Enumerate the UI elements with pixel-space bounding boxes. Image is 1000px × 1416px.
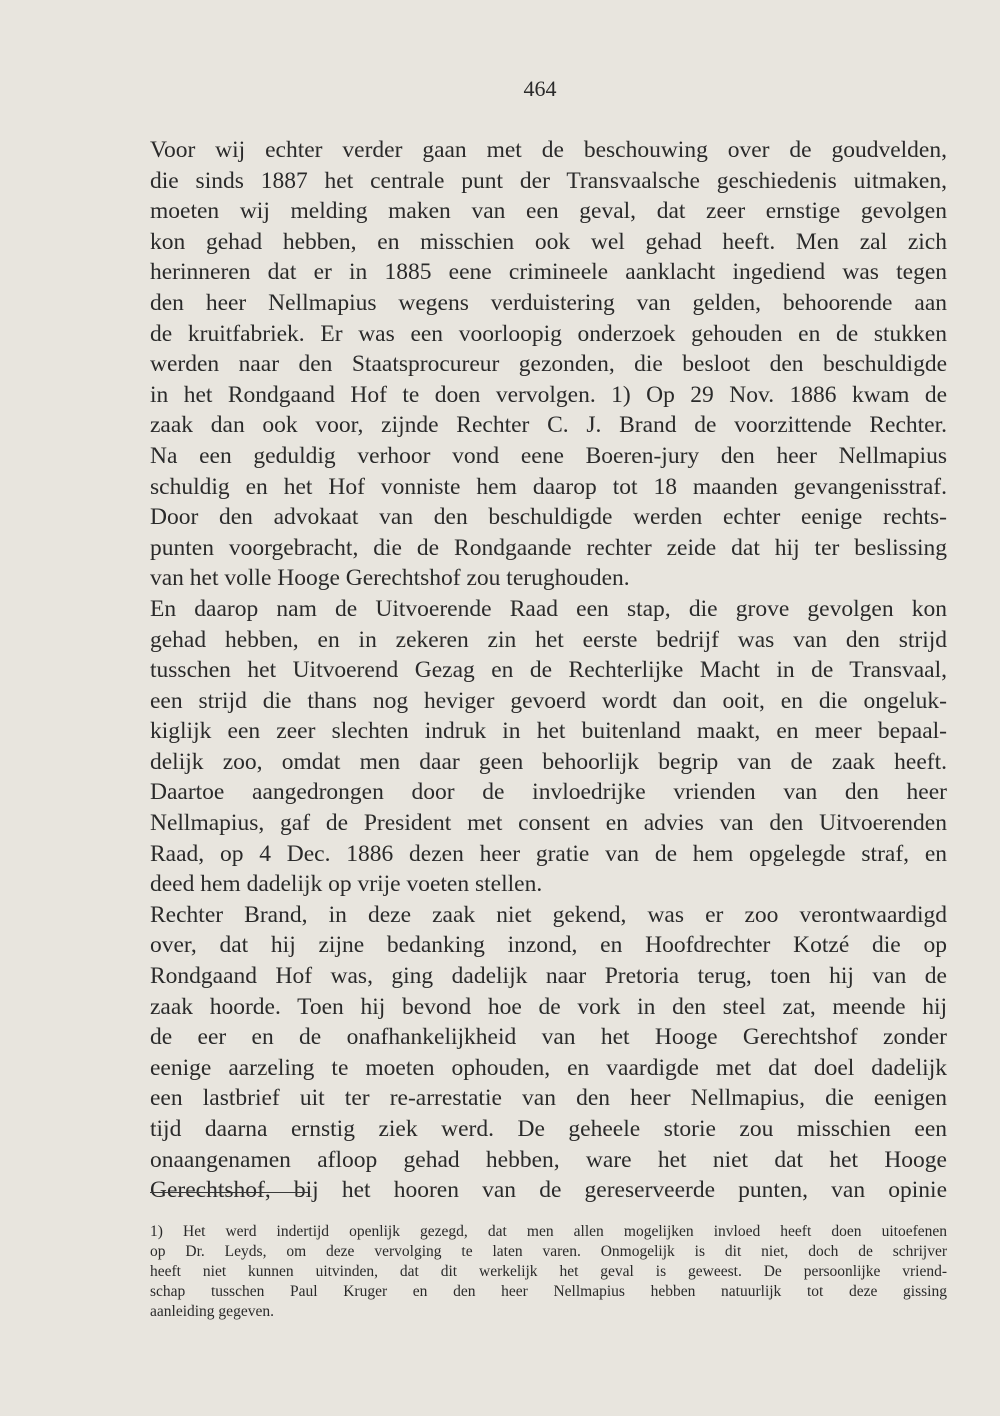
text-line: den heer Nellmapius wegens verduistering van gelden, behoorende aan xyxy=(150,289,947,316)
footnote-line: 1) Het werd indertijd openlijk gezegd, dat men allen mogelijken invloed heeft doen uitoefenen xyxy=(150,1223,947,1240)
text-line: tijd daarna ernstig ziek werd. De geheele storie zou misschien een xyxy=(150,1116,947,1142)
footnote xyxy=(150,1222,947,1322)
footnote-line: heeft niet kunnen uitvinden, dat dit werkelijk het geval is geweest. De persoonlijke vriend- xyxy=(150,1263,947,1280)
text-line: tusschen het Uitvoerend Gezag en de Rechterlijke Macht in de Transvaal, xyxy=(150,657,947,684)
text-line: een strijd die thans nog heviger gevoerd wordt dan ooit, en die ongeluk- xyxy=(150,687,947,714)
text-line: Raad, op 4 Dec. 1886 dezen heer gratie van de hem opgelegde straf, en xyxy=(150,840,947,867)
text-line: eenige aarzeling te moeten ophouden, en vaardigde met dat doel dadelijk xyxy=(150,1054,947,1081)
text-line: in het Rondgaand Hof te doen vervolgen. 1) Op 29 Nov. 1886 kwam de xyxy=(150,381,947,408)
text-line: werden naar den Staatsprocureur gezonden, die besloot den beschuldigde xyxy=(150,351,947,378)
text-line: Rondgaand Hof was, ging dadelijk naar Pretoria terug, toen hij van de xyxy=(150,963,947,990)
text-line: schuldig en het Hof vonniste hem daarop tot 18 maanden gevangenisstraf. xyxy=(150,473,947,500)
text-line: punten voorgebracht, die de Rondgaande rechter zeide dat hij ter beslissing xyxy=(150,534,947,561)
text-line: van het volle Hooge Gerechtshof zou terughouden. xyxy=(150,565,630,592)
text-line: de kruitfabriek. Er was een voorloopig onderzoek gehouden en de stukken xyxy=(150,320,947,347)
text-line: zaak hoorde. Toen hij bevond hoe de vork in den steel zat, meende hij xyxy=(150,993,947,1020)
footnote-line: op Dr. Leyds, om deze vervolging te laten varen. Onmogelijk is dit niet, doch de schrijver xyxy=(150,1243,947,1260)
text-line: Door den advokaat van den beschuldigde werden echter eenige rechts- xyxy=(150,504,947,531)
text-line: die sinds 1887 het centrale punt der Transvaalsche geschiedenis uitmaken, xyxy=(150,167,947,194)
text-line: Na een geduldig verhoor vond eene Boeren-jury den heer Nellmapius xyxy=(150,442,947,469)
text-line: herinneren dat er in 1885 eene crimineele aanklacht ingediend was tegen xyxy=(150,259,947,286)
page-number: 464 xyxy=(523,76,557,101)
text-line: zaak dan ook voor, zijnde Rechter C. J. Brand de voorzittende Rechter. xyxy=(150,412,947,439)
text-line: over, dat hij zijne bedanking inzond, en Hoofdrechter Kotzé die op xyxy=(150,932,947,959)
text-line: delijk zoo, omdat men daar geen behoorlijk begrip van de zaak heeft. xyxy=(150,748,947,775)
text-line: gehad hebben, en in zekeren zin het eerste bedrijf was van den strijd xyxy=(150,626,947,653)
text-line: En daarop nam de Uitvoerende Raad een stap, die grove gevolgen kon xyxy=(150,595,947,622)
text-line: deed hem dadelijk op vrije voeten stellen. xyxy=(150,871,543,898)
text-line: de eer en de onafhankelijkheid van het Hooge Gerechtshof zonder xyxy=(150,1024,947,1051)
text-line: Voor wij echter verder gaan met de beschouwing over de goudvelden, xyxy=(150,137,947,163)
text-line: een lastbrief uit ter re-arrestatie van den heer Nellmapius, die eenigen xyxy=(150,1085,947,1112)
footnote-line: aanleiding gegeven. xyxy=(150,1303,274,1320)
text-line: Gerechtshof, bij het hooren van de gereserveerde punten, van opinie xyxy=(150,1177,947,1204)
text-line: kiglijk een zeer slechten indruk in het buitenland maakt, en meer bepaal- xyxy=(150,718,947,745)
text-line: onaangenamen afloop gehad hebben, ware het niet dat het Hooge xyxy=(150,1146,947,1173)
footnote-line: schap tusschen Paul Kruger en den heer Nellmapius hebben natuurlijk tot deze gissing xyxy=(150,1283,947,1300)
footnote-divider xyxy=(150,1192,310,1193)
text-line: Rechter Brand, in deze zaak niet gekend, was er zoo verontwaardigd xyxy=(150,901,947,928)
body-text xyxy=(150,135,947,1206)
text-line: moeten wij melding maken van een geval, dat zeer ernstige gevolgen xyxy=(150,198,947,225)
text-line: kon gehad hebben, en misschien ook wel gehad heeft. Men zal zich xyxy=(150,228,947,255)
text-line: Daartoe aangedrongen door de invloedrijke vrienden van den heer xyxy=(150,779,947,806)
text-line: Nellmapius, gaf de President met consent en advies van den Uitvoerenden xyxy=(150,810,947,837)
